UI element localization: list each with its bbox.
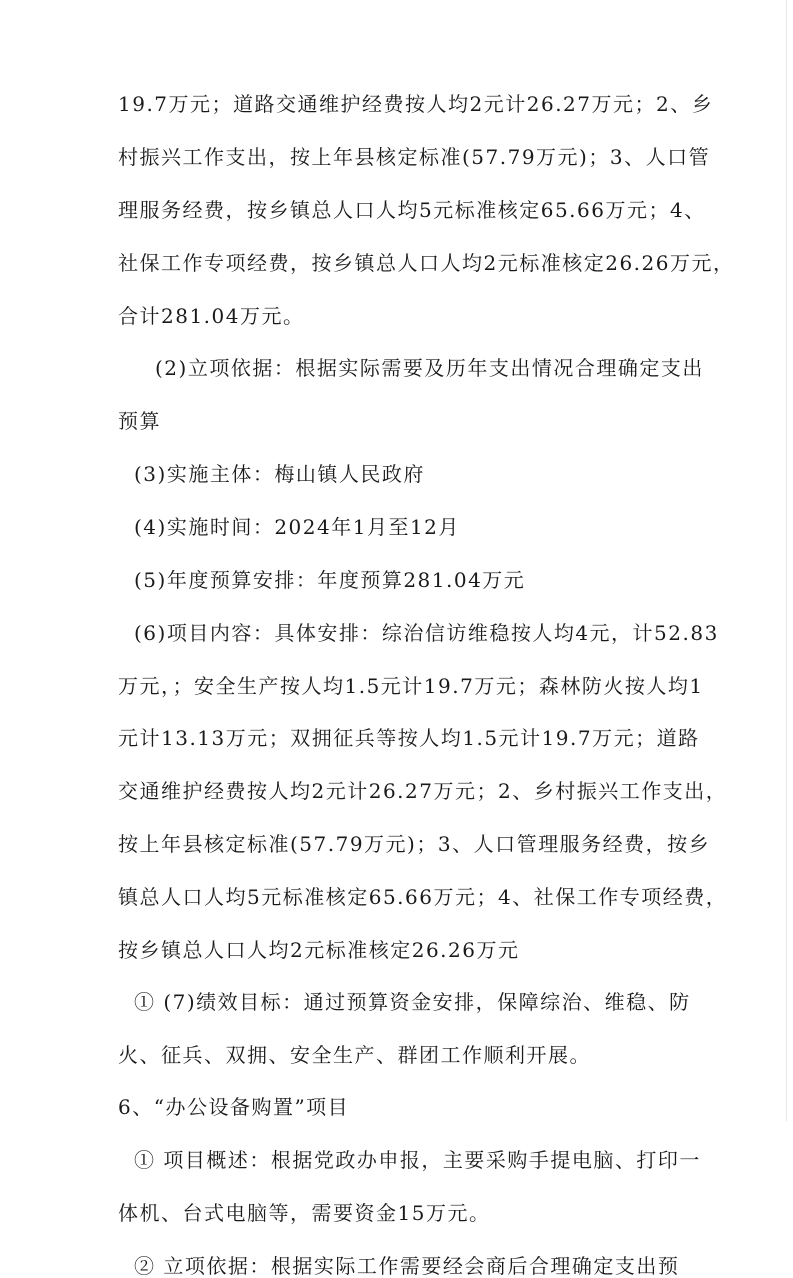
body-text-line: 元计13.13万元；双拥征兵等按人均1.5元计19.7万元；道路 <box>118 726 700 750</box>
body-text-line: 万元，；安全生产按人均1.5元计19.7万元；森林防火按人均1 <box>118 674 704 698</box>
body-text-line: 6、“办公设备购置”项目 <box>118 1095 350 1119</box>
body-text-line: 理服务经费，按乡镇总人口人均5元标准核定65.66万元；4、 <box>118 198 706 222</box>
body-text-line: 交通维护经费按人均2元计26.27万元；2、乡村振兴工作支出， <box>118 779 728 803</box>
body-text-line: (6)项目内容：具体安排：综治信访维稳按人均4元，计52.83 <box>134 621 719 645</box>
body-text-line: 按上年县核定标准(57.79万元)；3、人口管理服务经费，按乡 <box>118 832 711 856</box>
body-text-line: 火、征兵、双拥、安全生产、群团工作顺利开展。 <box>118 1043 591 1067</box>
scan-edge <box>786 0 787 1121</box>
body-text-line: 19.7万元；道路交通维护经费按人均2元计26.27万元；2、乡 <box>118 92 714 116</box>
body-text-line: 社保工作专项经费，按乡镇总人口人均2元标准核定26.26万元， <box>118 251 735 275</box>
body-text-line: ① (7)绩效目标：通过预算资金安排，保障综治、维稳、防 <box>134 990 691 1014</box>
body-text-line: (3)实施主体：梅山镇人民政府 <box>134 462 425 486</box>
body-text-line: (2)立项依据：根据实际需要及历年支出情况合理确定支出 <box>155 356 704 380</box>
body-text-line: 镇总人口人均5元标准核定65.66万元；4、社保工作专项经费， <box>118 885 728 909</box>
body-text-line: 预算 <box>118 409 161 433</box>
body-text-line: 体机、台式电脑等，需要资金15万元。 <box>118 1201 491 1225</box>
body-text-line: (5)年度预算安排：年度预算281.04万元 <box>134 568 526 592</box>
body-text-line: ① 项目概述：根据党政办申报，主要采购手提电脑、打印一 <box>134 1148 701 1172</box>
body-text-line: 按乡镇总人口人均2元标准核定26.26万元 <box>118 938 520 962</box>
body-text-line: ② 立项依据：根据实际工作需要经会商后合理确定支出预 <box>134 1254 680 1278</box>
body-text-line: 村振兴工作支出，按上年县核定标准(57.79万元)；3、人口管 <box>118 145 711 169</box>
body-text-line: (4)实施时间：2024年1月至12月 <box>134 515 460 539</box>
body-text-line: 合计281.04万元。 <box>118 304 305 328</box>
